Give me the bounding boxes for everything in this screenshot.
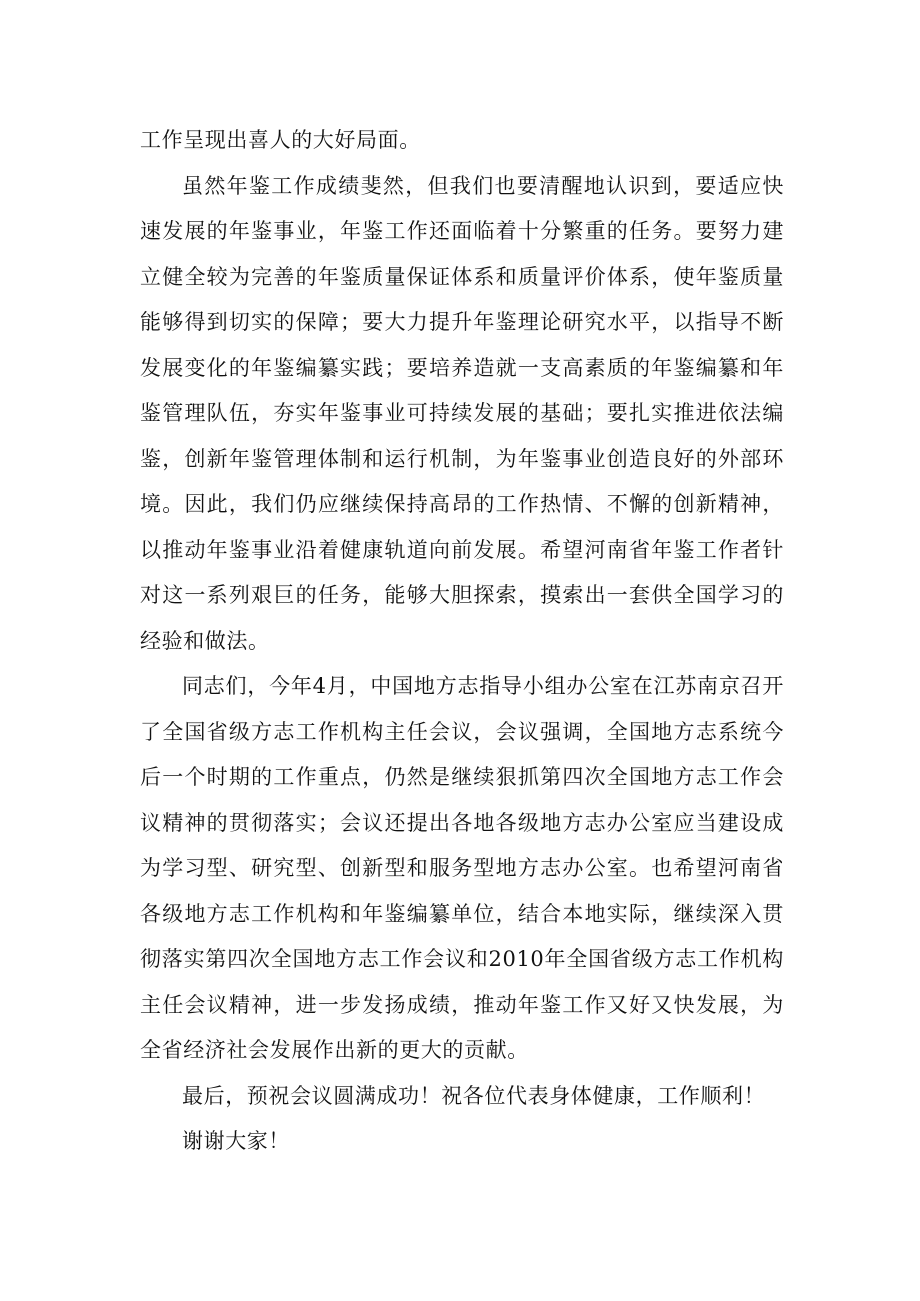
paragraph-tasks: 虽然年鉴工作成绩斐然，但我们也要清醒地认识到，要适应快速发展的年鉴事业，年鉴工作还面临着十分繁重的任务。要努力建立健全较为完善的年鉴质量保证体系和质量评价体系，使年鉴质量能够得到切实的保障；要大力提升年鉴理论研究水平，以指导不断发展变化的年鉴编纂实践；要培养造就一支高素质的年鉴编纂和年鉴管理队伍，夯实年鉴事业可持续发展的基础；要扎实推进依法编鉴，创新年鉴管理体制和运行机制，为年鉴事业创造良好的外部环境。因此，我们仍应继续保持高昂的工作热情、不懈的创新精神，以推动年鉴事业沿着健康轨道向前发展。希望河南省年鉴工作者针对这一系列艰巨的任务，能够大胆探索，摸索出一套供全国学习的经验和做法。	[140, 173, 784, 653]
paragraph-meeting: 同志们，今年4月，中国地方志指导小组办公室在江苏南京召开了全国省级方志工作机构主任会议，会议强调，全国地方志系统今后一个时期的工作重点，仍然是继续狠抓第四次全国地方志工作会议精神的贯彻落实；会议还提出各地各级地方志办公室应当建设成为学习型、研究型、创新型和服务型地方志办公室。也希望河南省各级地方志工作机构和年鉴编纂单位，结合本地实际，继续深入贯彻落实第四次全国地方志工作会议和2010年全国省级方志工作机构主任会议精神，进一步发扬成绩，推动年鉴工作又好又快发展，为全省经济社会发展作出新的更大的贡献。	[140, 674, 784, 1062]
paragraph-continuation: 工作呈现出喜人的大好局面。	[140, 128, 421, 152]
paragraph-thanks: 谢谢大家！	[182, 1129, 290, 1153]
document-body	[140, 118, 784, 1165]
paragraph-wishes: 最后，预祝会议圆满成功！祝各位代表身体健康，工作顺利！	[182, 1083, 766, 1108]
